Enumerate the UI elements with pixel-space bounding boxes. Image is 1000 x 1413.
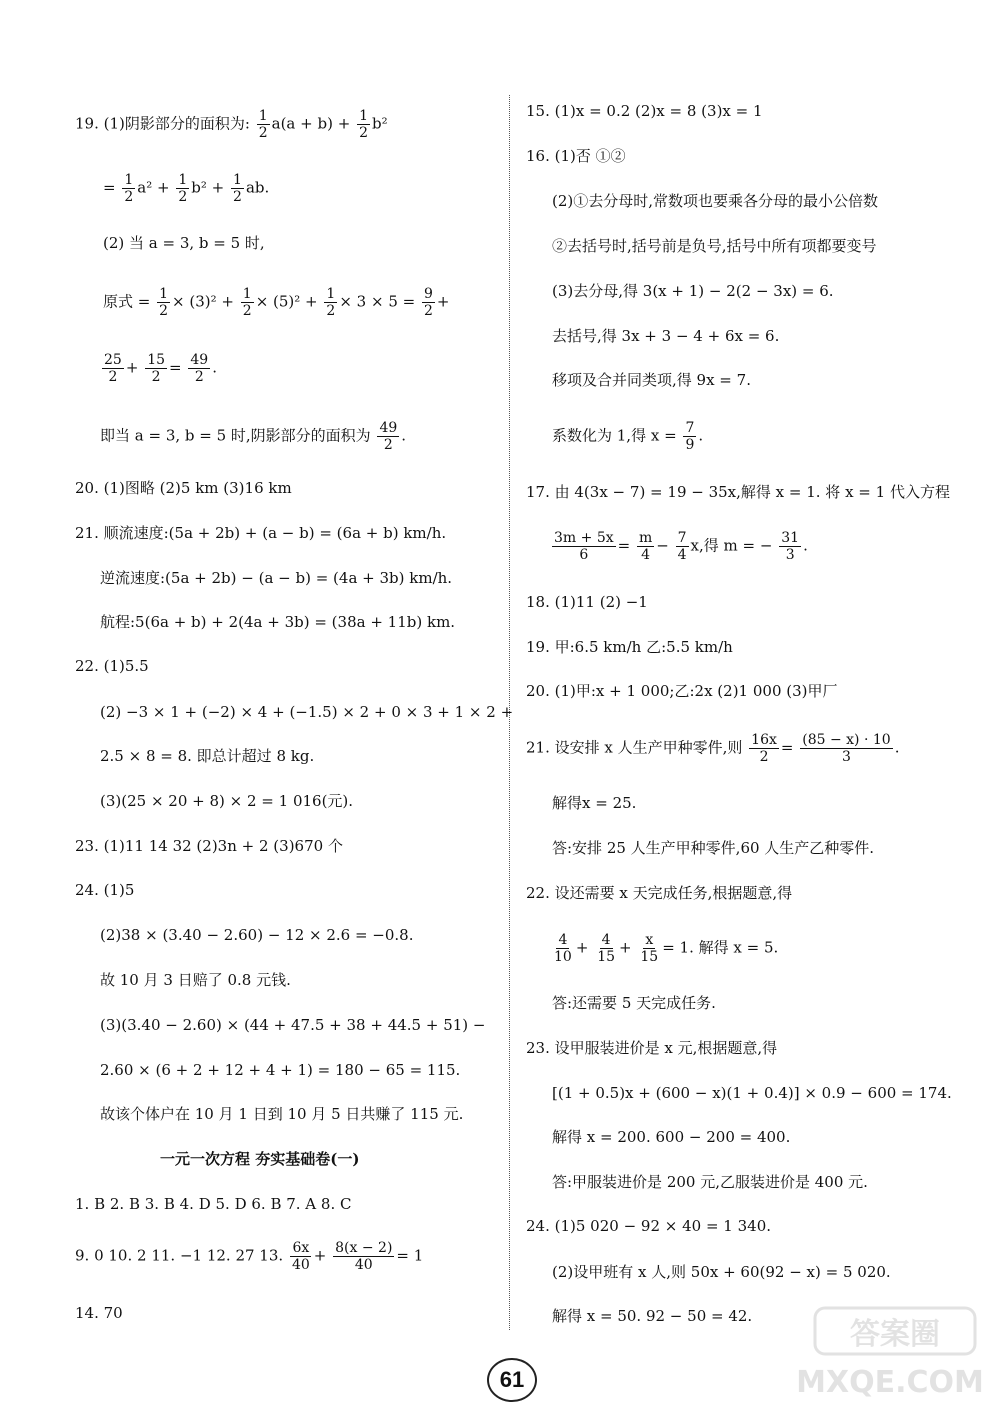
- denominator: 2: [423, 303, 433, 319]
- answer-18: 18. (1)11 (2) −1: [526, 593, 648, 611]
- numerator: 4: [558, 932, 568, 948]
- answer-16-line7: [552, 420, 703, 453]
- answer-16-line6: 移项及合并同类项,得 9x = 7.: [552, 371, 751, 389]
- answer-24-line1: 24. (1)5 020 − 92 × 40 = 1 340.: [526, 1217, 772, 1235]
- fraction: [676, 530, 689, 563]
- answer-16-line1: 16. (1)否 ①②: [526, 147, 626, 165]
- answer-19-line1: [75, 108, 388, 141]
- fraction: [122, 172, 135, 205]
- answer-19: 19. 甲:6.5 km/h 乙:5.5 km/h: [526, 638, 733, 656]
- answer-21-line3: 答:安排 25 人生产甲种零件,60 人生产乙种零件.: [552, 839, 875, 857]
- numerator: (85 − x) · 10: [802, 732, 891, 748]
- denominator: 2: [242, 303, 252, 319]
- denominator: 6: [579, 547, 589, 563]
- answer-15: 15. (1)x = 0.2 (2)x = 8 (3)x = 1: [526, 102, 763, 120]
- text: 原式 =: [103, 292, 151, 311]
- numerator: 25: [104, 352, 122, 368]
- numerator: 8(x − 2): [335, 1240, 393, 1256]
- text: = 1. 解得 x = 5.: [662, 938, 779, 957]
- denominator: 15: [597, 949, 616, 965]
- answer-19-line5: [100, 352, 217, 385]
- answer-16-line3: ②去括号时,括号前是负号,括号中所有项都要变号: [552, 237, 877, 255]
- page-number: 61: [487, 1358, 537, 1402]
- denominator: 2: [383, 437, 393, 453]
- numerator: 1: [124, 172, 134, 188]
- answer-24-line2: (2)38 × (3.40 − 2.60) − 12 × 2.6 = −0.8.: [100, 926, 414, 944]
- numerator: 7: [677, 530, 687, 546]
- numerator: 1: [359, 108, 368, 124]
- text: b² +: [191, 178, 225, 197]
- fraction: [157, 286, 170, 319]
- answer-16-line5: 去括号,得 3x + 3 − 4 + 6x = 6.: [552, 327, 780, 345]
- numerator: x: [645, 932, 654, 948]
- numerator: 1: [326, 286, 336, 302]
- text: = 1: [396, 1246, 424, 1265]
- fraction: [257, 108, 270, 141]
- denominator: 40: [291, 1257, 310, 1273]
- denominator: 4: [677, 547, 687, 563]
- answer-17-line1: 17. 由 4(3x − 7) = 19 − 35x,解得 x = 1. 将 x = 1 代入方程: [526, 483, 950, 501]
- denominator: 2: [151, 369, 161, 385]
- watermark-logo-text: 答案圈: [850, 1317, 940, 1352]
- text: 19. (1)阴影部分的面积为:: [75, 114, 250, 133]
- answer-24-line5: 2.60 × (6 + 2 + 12 + 4 + 1) = 180 − 65 = 115.: [100, 1061, 461, 1079]
- fraction: [357, 108, 370, 141]
- fraction: [552, 932, 574, 965]
- denominator: 2: [359, 125, 368, 141]
- text: 9. 0 10. 2 11. −1 12. 27 13.: [75, 1246, 284, 1265]
- numerator: 15: [147, 352, 166, 368]
- answer-19-line2: [103, 172, 269, 205]
- answer-19-line3: (2) 当 a = 3, b = 5 时,: [103, 234, 265, 252]
- text: a² +: [137, 178, 170, 197]
- numerator: 3m + 5x: [554, 530, 614, 546]
- fraction: [779, 530, 801, 563]
- fraction: [749, 732, 779, 765]
- answer-24-line4: (3)(3.40 − 2.60) × (44 + 47.5 + 38 + 44.5 + 51) −: [100, 1016, 486, 1034]
- fraction: [145, 352, 167, 385]
- answer-22-line4: (3)(25 × 20 + 8) × 2 = 1 016(元).: [100, 792, 354, 810]
- watermark-logo: [740, 1302, 990, 1402]
- text: +: [619, 938, 632, 957]
- answer-24-line3: 故 10 月 3 日赔了 0.8 元钱.: [100, 971, 291, 989]
- answer-24-line3: 解得 x = 50. 92 − 50 = 42.: [552, 1307, 753, 1325]
- numerator: 1: [258, 108, 268, 124]
- answer-24-line1: 24. (1)5: [75, 881, 135, 899]
- answer-19-line6: [100, 420, 406, 453]
- text: +: [436, 292, 450, 311]
- numerator: 49: [379, 420, 398, 436]
- fraction: [552, 530, 616, 563]
- denominator: 3: [842, 749, 851, 765]
- denominator: 2: [159, 303, 169, 319]
- text: × (5)² +: [255, 292, 318, 311]
- text: × 3 × 5 =: [339, 292, 416, 311]
- answers-1-8: 1. B 2. B 3. B 4. D 5. D 6. B 7. A 8. C: [75, 1195, 352, 1213]
- fraction: [231, 172, 244, 205]
- denominator: 2: [108, 369, 118, 385]
- denominator: 9: [685, 437, 695, 453]
- text: =: [780, 738, 794, 757]
- section-title: 一元一次方程 夯实基础卷(一): [160, 1150, 360, 1168]
- numerator: 1: [159, 286, 169, 302]
- denominator: 2: [759, 749, 769, 765]
- text: =: [103, 178, 116, 197]
- answer-21-line1: [526, 732, 899, 765]
- numerator: 4: [601, 932, 611, 948]
- text: 即当 a = 3, b = 5 时,阴影部分的面积为: [100, 426, 371, 445]
- answer-21-line2: 逆流速度:(5a + 2b) − (a − b) = (4a + 3b) km/h.: [100, 569, 453, 587]
- numerator: m: [638, 530, 653, 546]
- answer-20: 20. (1)图略 (2)5 km (3)16 km: [75, 479, 292, 497]
- answer-23: 23. (1)11 14 32 (2)3n + 2 (3)670 个: [75, 837, 343, 855]
- fraction: [324, 286, 337, 319]
- fraction: [683, 420, 696, 453]
- answer-23-line2: [(1 + 0.5)x + (600 − x)(1 + 0.4)] × 0.9 − 600 = 174.: [552, 1084, 952, 1102]
- text: .: [803, 536, 808, 555]
- answer-16-line4: (3)去分母,得 3(x + 1) − 2(2 − 3x) = 6.: [552, 282, 834, 300]
- answer-23-line3: 解得 x = 200. 600 − 200 = 400.: [552, 1128, 791, 1146]
- text: −: [656, 536, 669, 555]
- answer-14: 14. 70: [75, 1304, 123, 1322]
- answer-22-line1: 22. (1)5.5: [75, 657, 149, 675]
- fraction: [188, 352, 210, 385]
- answer-22-line1: 22. 设还需要 x 天完成任务,根据题意,得: [526, 884, 793, 902]
- text: .: [212, 358, 217, 377]
- numerator: 16x: [751, 732, 777, 748]
- text: 21. 设安排 x 人生产甲种零件,则: [526, 738, 743, 757]
- denominator: 10: [554, 949, 572, 965]
- answer-16-line2: (2)①去分母时,常数项也要乘各分母的最小公倍数: [552, 192, 879, 210]
- numerator: 49: [190, 352, 209, 368]
- denominator: 3: [785, 547, 795, 563]
- answer-24-line6: 故该个体户在 10 月 1 日到 10 月 5 日共赚了 115 元.: [100, 1105, 464, 1123]
- fraction: [377, 420, 399, 453]
- fraction: [422, 286, 435, 319]
- answer-20: 20. (1)甲:x + 1 000;乙:2x (2)1 000 (3)甲厂: [526, 682, 838, 700]
- fraction: [176, 172, 189, 205]
- answer-22-line2: (2) −3 × 1 + (−2) × 4 + (−1.5) × 2 + 0 × 3 + 1 × 2 +: [100, 703, 514, 721]
- text: .: [401, 426, 407, 445]
- watermark-text: MXQE.COM: [796, 1365, 984, 1400]
- text: =: [617, 536, 631, 555]
- answer-21-line3: 航程:5(6a + b) + 2(4a + 3b) = (38a + 11b) km.: [100, 613, 456, 631]
- denominator: 15: [640, 949, 659, 965]
- text: =: [169, 358, 182, 377]
- fraction: [637, 530, 654, 563]
- numerator: 7: [685, 420, 695, 436]
- text: +: [575, 938, 589, 957]
- denominator: 2: [124, 189, 134, 205]
- numerator: 1: [178, 172, 188, 188]
- fraction: [241, 286, 254, 319]
- answer-17-line2: [550, 530, 808, 563]
- fraction: [800, 732, 892, 765]
- text: ab.: [245, 178, 270, 197]
- column-divider: [509, 95, 510, 1330]
- denominator: 4: [641, 547, 651, 563]
- text: x,得 m = −: [690, 536, 773, 555]
- answer-22-line3: 2.5 × 8 = 8. 即总计超过 8 kg.: [100, 747, 315, 765]
- denominator: 2: [194, 369, 204, 385]
- numerator: 9: [423, 286, 433, 302]
- numerator: 6x: [292, 1240, 310, 1256]
- denominator: 2: [258, 125, 268, 141]
- text: a(a + b) +: [271, 114, 351, 133]
- denominator: 2: [178, 189, 188, 205]
- answer-21-line2: 解得x = 25.: [552, 794, 637, 812]
- answer-23-line4: 答:甲服装进价是 200 元,乙服装进价是 400 元.: [552, 1173, 868, 1191]
- denominator: 2: [233, 189, 242, 205]
- answer-23-line1: 23. 设甲服装进价是 x 元,根据题意,得: [526, 1039, 778, 1057]
- text: +: [125, 358, 139, 377]
- fraction: [333, 1240, 394, 1273]
- fraction: [290, 1240, 312, 1273]
- answer-22-line3: 答:还需要 5 天完成任务.: [552, 994, 716, 1012]
- denominator: 2: [326, 303, 336, 319]
- answer-19-line4: [103, 286, 449, 319]
- numerator: 31: [781, 530, 800, 546]
- numerator: 1: [233, 172, 242, 188]
- text: 系数化为 1,得 x =: [552, 426, 677, 445]
- text: +: [313, 1246, 327, 1265]
- text: .: [698, 426, 704, 445]
- text: b²: [371, 114, 388, 133]
- text: × (3)² +: [172, 292, 234, 311]
- answer-24-line2: (2)设甲班有 x 人,则 50x + 60(92 − x) = 5 020.: [552, 1263, 891, 1281]
- answer-21-line1: 21. 顺流速度:(5a + 2b) + (a − b) = (6a + b) km/h.: [75, 524, 447, 542]
- answers-9-13: [75, 1240, 423, 1273]
- fraction: [638, 932, 660, 965]
- text: .: [894, 738, 900, 757]
- numerator: 1: [242, 286, 252, 302]
- fraction: [102, 352, 124, 385]
- answer-22-line2: [550, 932, 778, 965]
- denominator: 40: [354, 1257, 373, 1273]
- fraction: [595, 932, 617, 965]
